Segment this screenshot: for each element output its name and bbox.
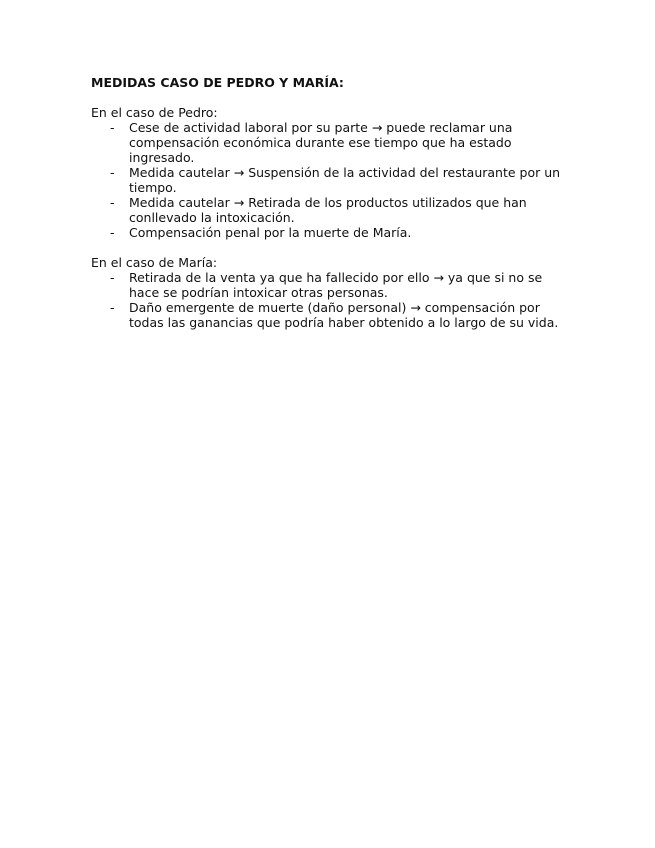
list-item-text: Medida cautelar → Retirada de los productos utilizados que han conllevado la intoxicación. [129, 195, 527, 225]
list-item [91, 300, 569, 330]
section-maria [91, 255, 571, 330]
list-item [91, 195, 569, 225]
list-item [91, 225, 569, 240]
measures-list [91, 120, 571, 240]
bullet-dash: - [110, 195, 115, 210]
document-body [91, 75, 571, 345]
bullet-dash: - [110, 165, 115, 180]
section-intro: En el caso de Pedro: [91, 105, 218, 120]
list-item [91, 270, 569, 300]
document-title: MEDIDAS CASO DE PEDRO Y MARÍA: [91, 75, 344, 90]
list-item-text: Cese de actividad laboral por su parte → puede reclamar una compensación económica durante ese tiempo que ha estado ingresado. [129, 120, 513, 165]
bullet-dash: - [110, 300, 115, 315]
list-item [91, 165, 569, 195]
list-item-text: Compensación penal por la muerte de María. [129, 225, 412, 240]
list-item-text: Daño emergente de muerte (daño personal) → compensación por todas las ganancias que podría haber obtenido a lo largo de su vida. [129, 300, 559, 330]
measures-list [91, 270, 571, 330]
list-item-text: Medida cautelar → Suspensión de la actividad del restaurante por un tiempo. [129, 165, 561, 195]
bullet-dash: - [110, 270, 115, 285]
bullet-dash: - [110, 120, 115, 135]
section-pedro [91, 105, 571, 240]
list-item-text: Retirada de la venta ya que ha fallecido por ello → ya que si no se hace se podrían intoxicar otras personas. [129, 270, 543, 300]
bullet-dash: - [110, 225, 115, 240]
list-item [91, 120, 569, 165]
section-intro: En el caso de María: [91, 255, 218, 270]
